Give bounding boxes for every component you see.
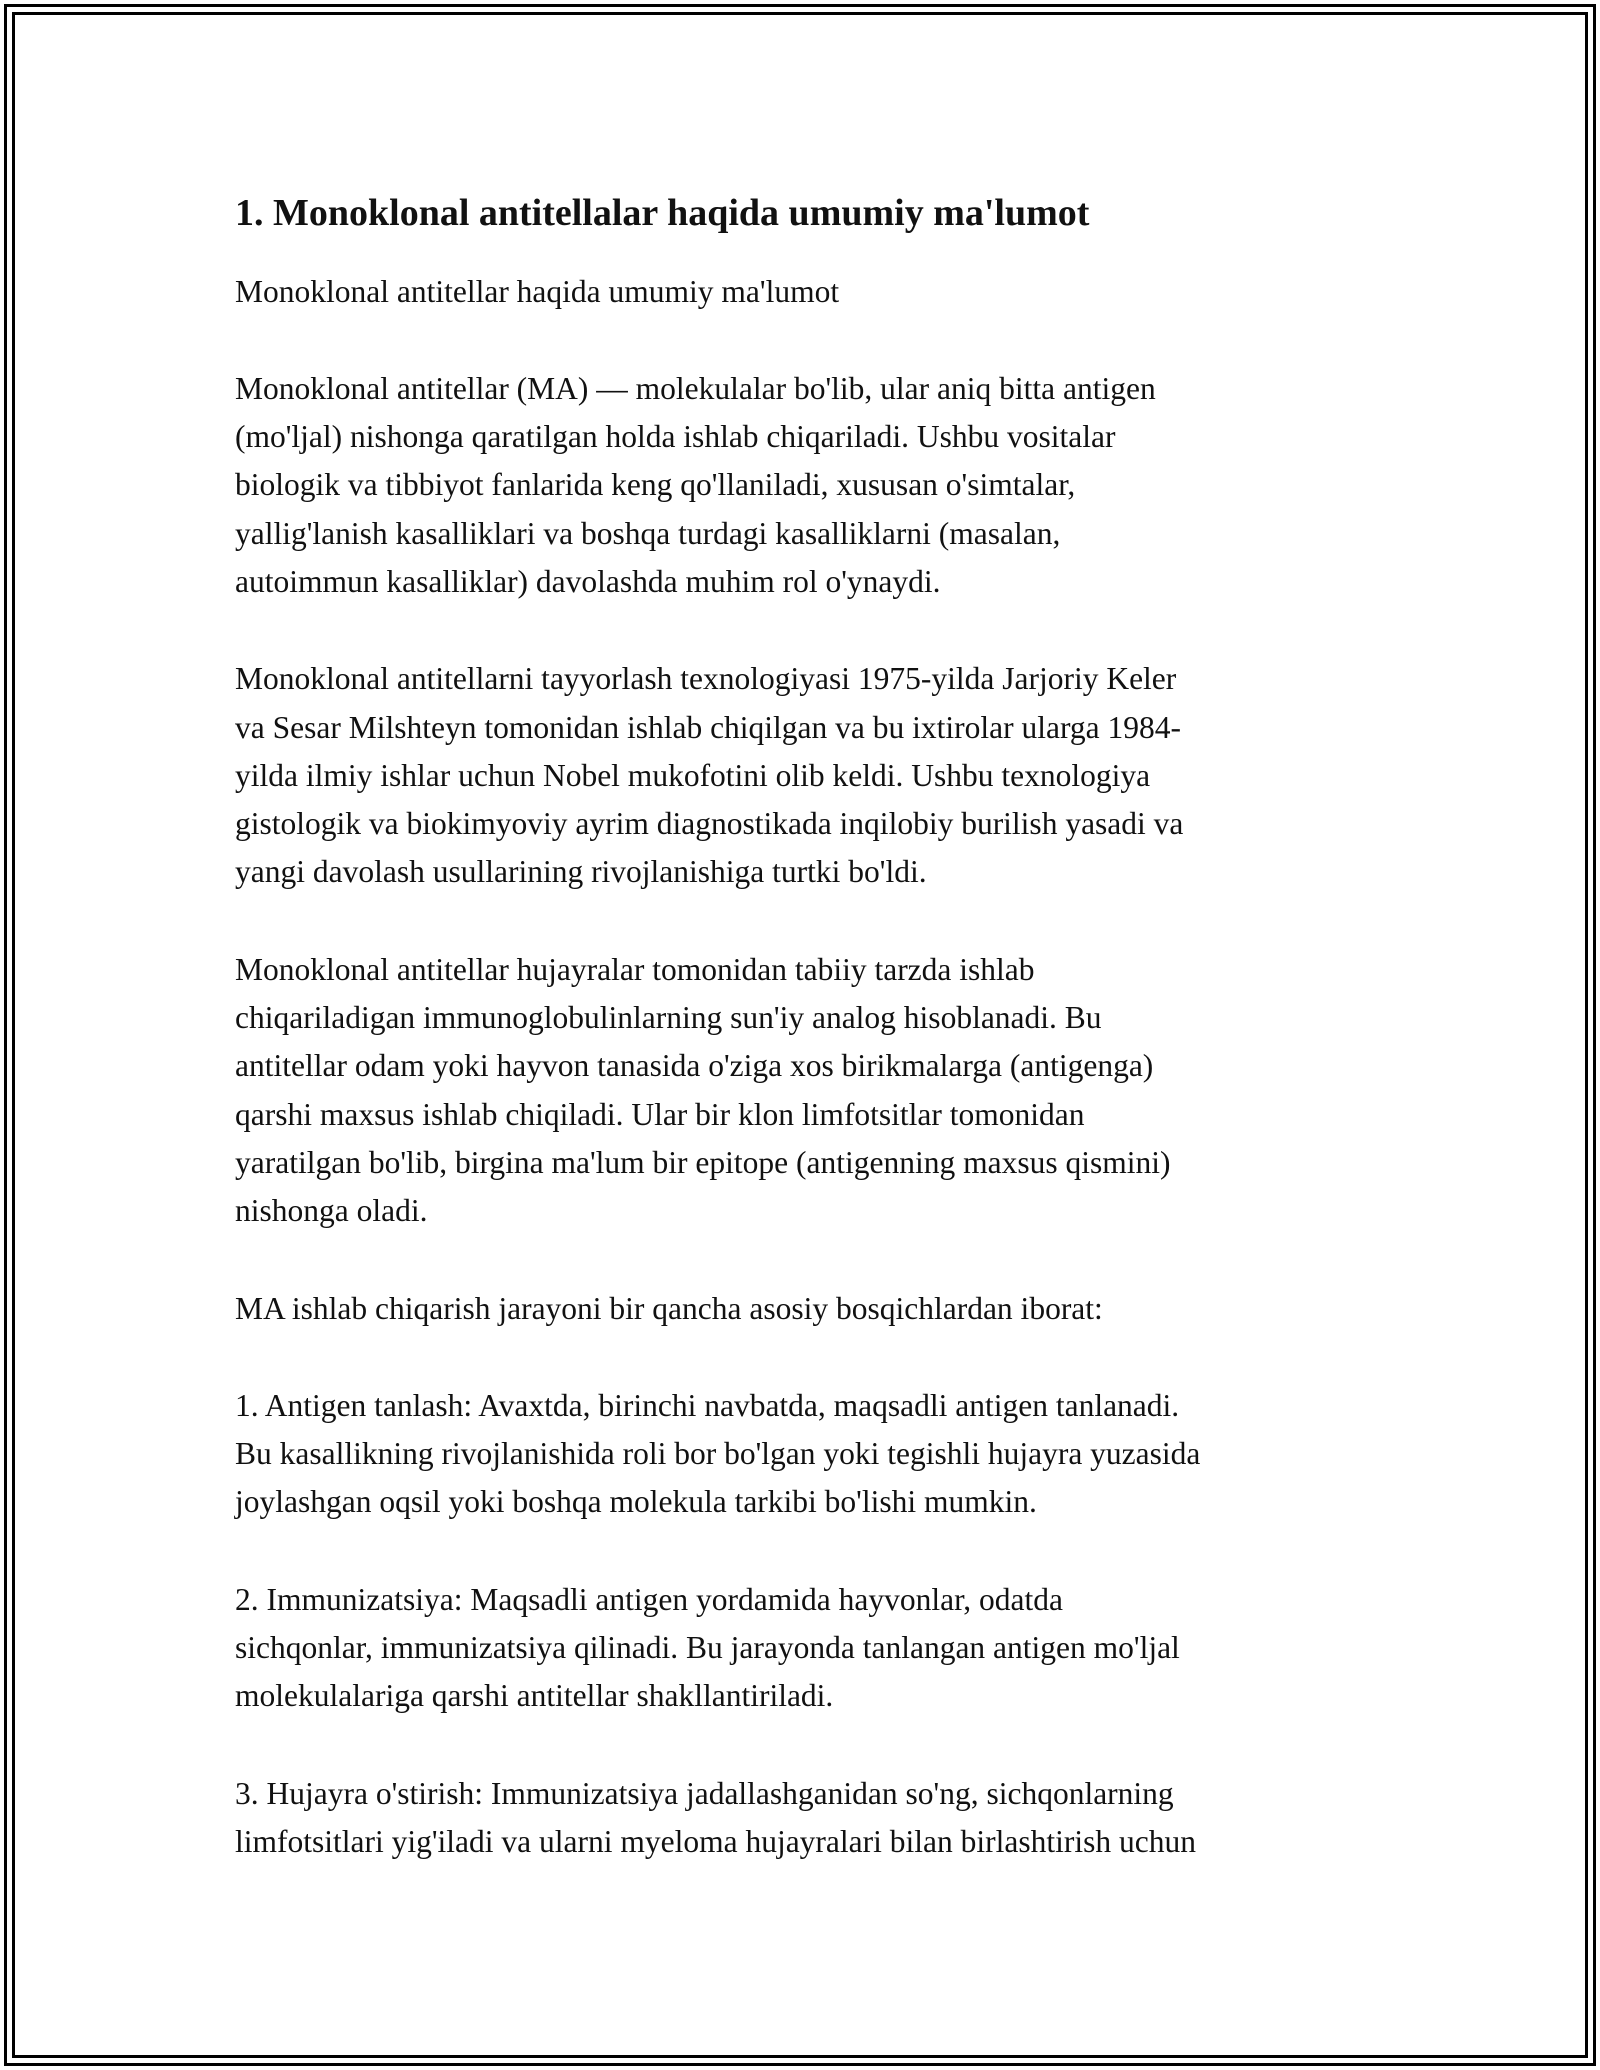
text-line: 2. Immunizatsiya: Maqsadli antigen yordamida hayvonlar, odatda xyxy=(235,1581,1064,1617)
text-line: molekulalariga qarshi antitellar shakllantiriladi. xyxy=(235,1678,834,1714)
text-line: va Sesar Milshteyn tomonidan ishlab chiqilgan va bu ixtirolar ularga 1984- xyxy=(235,709,1181,745)
paragraph xyxy=(235,365,1385,606)
text-line: qarshi maxsus ishlab chiqiladi. Ular bir klon limfotsitlar tomonidan xyxy=(235,1096,1085,1132)
text-line: yangi davolash usullarining rivojlanishiga turtki bo'ldi. xyxy=(235,854,927,890)
text-line: gistologik va biokimyoviy ayrim diagnostikada inqilobiy burilish yasadi va xyxy=(235,806,1184,842)
text-line: nishonga oladi. xyxy=(235,1193,428,1229)
text-line: limfotsitlari yig'iladi va ularni myeloma hujayralari bilan birlashtirish uchun xyxy=(235,1823,1196,1859)
paragraph xyxy=(235,946,1385,1236)
paragraph xyxy=(235,1285,1385,1333)
text-line: 1. Antigen tanlash: Avaxtda, birinchi navbatda, maqsadli antigen tanlanadi. xyxy=(235,1387,1180,1423)
document-body xyxy=(235,190,1385,1915)
paragraph xyxy=(235,1382,1385,1527)
text-line: Monoklonal antitellar haqida umumiy ma'lumot xyxy=(235,273,840,309)
text-line: antitellar odam yoki hayvon tanasida o'ziga xos birikmalarga (antigenga) xyxy=(235,1048,1154,1084)
text-line: sichqonlar, immunizatsiya qilinadi. Bu jarayonda tanlangan antigen mo'ljal xyxy=(235,1630,1180,1666)
text-line: chiqariladigan immunoglobulinlarning sun'iy analog hisoblanadi. Bu xyxy=(235,1000,1102,1036)
paragraph xyxy=(235,1770,1385,1867)
text-line: Bu kasallikning rivojlanishida roli bor bo'lgan yoki tegishli hujayra yuzasida xyxy=(235,1436,1201,1472)
text-line: 3. Hujayra o'stirish: Immunizatsiya jadallashganidan so'ng, sichqonlarning xyxy=(235,1775,1174,1811)
paragraph-list xyxy=(235,268,1385,1867)
paragraph xyxy=(235,268,1385,316)
paragraph xyxy=(235,1576,1385,1721)
text-line: (mo'ljal) nishonga qaratilgan holda ishlab chiqariladi. Ushbu vositalar xyxy=(235,419,1116,455)
text-line: Monoklonal antitellar (MA) — molekulalar bo'lib, ular aniq bitta antigen xyxy=(235,370,1156,406)
text-line: Monoklonal antitellar hujayralar tomonidan tabiiy tarzda ishlab xyxy=(235,951,1035,987)
paragraph xyxy=(235,655,1385,896)
text-line: Monoklonal antitellarni tayyorlash texnologiyasi 1975-yilda Jarjoriy Keler xyxy=(235,661,1177,697)
text-line: yaratilgan bo'lib, birgina ma'lum bir epitope (antigenning maxsus qismini) xyxy=(235,1144,1171,1180)
text-line: joylashgan oqsil yoki boshqa molekula tarkibi bo'lishi mumkin. xyxy=(235,1484,1037,1520)
text-line: yilda ilmiy ishlar uchun Nobel mukofotini olib keldi. Ushbu texnologiya xyxy=(235,757,1151,793)
text-line: biologik va tibbiyot fanlarida keng qo'llaniladi, xususan o'simtalar, xyxy=(235,467,1076,503)
text-line: yallig'lanish kasalliklari va boshqa turdagi kasalliklarni (masalan, xyxy=(235,515,1061,551)
text-line: MA ishlab chiqarish jarayoni bir qancha asosiy bosqichlardan iborat: xyxy=(235,1290,1103,1326)
text-line: autoimmun kasalliklar) davolashda muhim rol o'ynaydi. xyxy=(235,563,941,599)
document-title: 1. Monoklonal antitellalar haqida umumiy ma'lumot xyxy=(235,192,1090,234)
